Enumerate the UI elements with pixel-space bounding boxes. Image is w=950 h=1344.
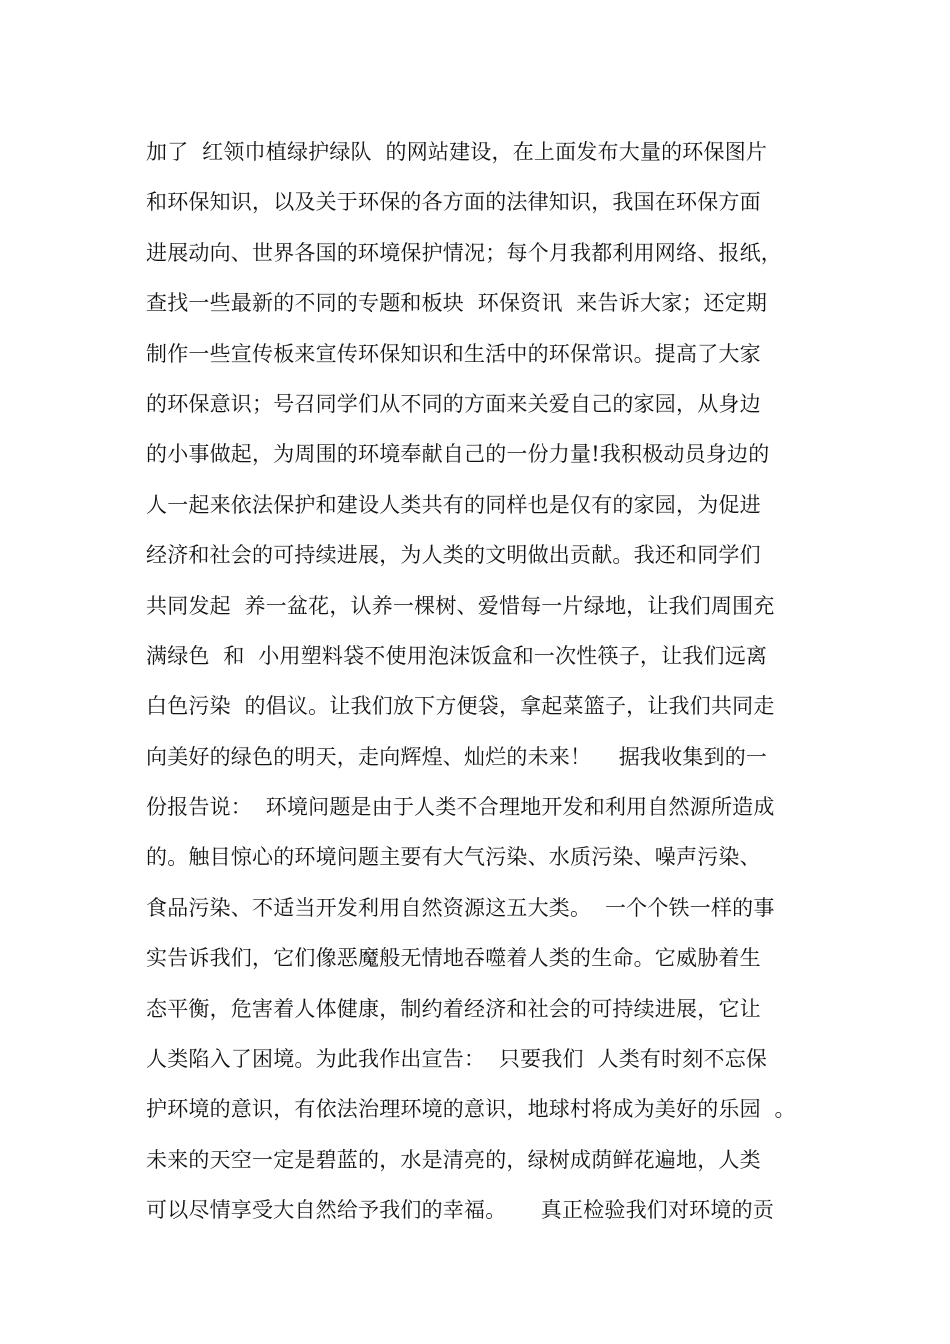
text-line: 满绿色 和 小用塑料袋不使用泡沫饭盒和一次性筷子，让我们远离 bbox=[146, 643, 768, 668]
text-line: 白色污染 的倡议。让我们放下方便袋，拿起菜篮子，让我们共同走 bbox=[146, 694, 775, 719]
text-line: 份报告说： 环境问题是由于人类不合理地开发和利用自然源所造成 bbox=[146, 795, 775, 820]
text-line: 加了 红领巾植绿护绿队 的网站建设，在上面发布大量的环保图片 bbox=[146, 140, 768, 164]
text-line: 查找一些最新的不同的专题和板块 环保资讯 来告诉大家；还定期 bbox=[146, 291, 768, 316]
text-line: 可以尽情享受大自然给予我们的幸福。 真正检验我们对环境的贡 bbox=[146, 1198, 774, 1223]
text-line: 和环保知识，以及关于环保的各方面的法律知识，我国在环保方面 bbox=[146, 190, 761, 215]
text-line: 护环境的意识，有依法治理环境的意识，地球村将成为美好的乐园 。 bbox=[146, 1097, 796, 1122]
text-line: 向美好的绿色的明天，走向辉煌、灿烂的未来！ 据我收集到的一 bbox=[146, 744, 768, 769]
text-line: 未来的天空一定是碧蓝的，水是清亮的，绿树成荫鲜花遍地，人类 bbox=[146, 1147, 761, 1172]
text-line: 的环保意识；号召同学们从不同的方面来关爱自己的家园，从身边 bbox=[146, 391, 761, 416]
text-line: 共同发起 养一盆花，认养一棵树、爱惜每一片绿地，让我们周围充 bbox=[146, 593, 775, 618]
text-line: 态平衡，危害着人体健康，制约着经济和社会的可持续进展，它让 bbox=[146, 996, 761, 1021]
body-text bbox=[146, 127, 826, 1236]
text-line: 实告诉我们，它们像恶魔般无情地吞噬着人类的生命。它威胁着生 bbox=[146, 946, 761, 971]
text-line: 食品污染、不适当开发利用自然资源这五大类。 一个个铁一样的事 bbox=[146, 895, 775, 920]
text-line: 人类陷入了困境。为此我作出宣告： 只要我们 人类有时刻不忘保 bbox=[146, 1047, 768, 1072]
text-line: 进展动向、世界各国的环境保护情况；每个月我都利用网络、报纸， bbox=[146, 240, 782, 265]
text-line: 制作一些宣传板来宣传环保知识和生活中的环保常识。提高了大家 bbox=[146, 341, 761, 366]
text-line: 经济和社会的可持续进展，为人类的文明做出贡献。我还和同学们 bbox=[146, 543, 761, 568]
text-line: 人一起来依法保护和建设人类共有的同样也是仅有的家园，为促进 bbox=[146, 492, 761, 517]
text-line: 的。触目惊心的环境问题主要有大气污染、水质污染、噪声污染、 bbox=[146, 845, 761, 870]
text-line: 的小事做起，为周围的环境奉献自己的一份力量!我积极动员身边的 bbox=[146, 442, 770, 467]
